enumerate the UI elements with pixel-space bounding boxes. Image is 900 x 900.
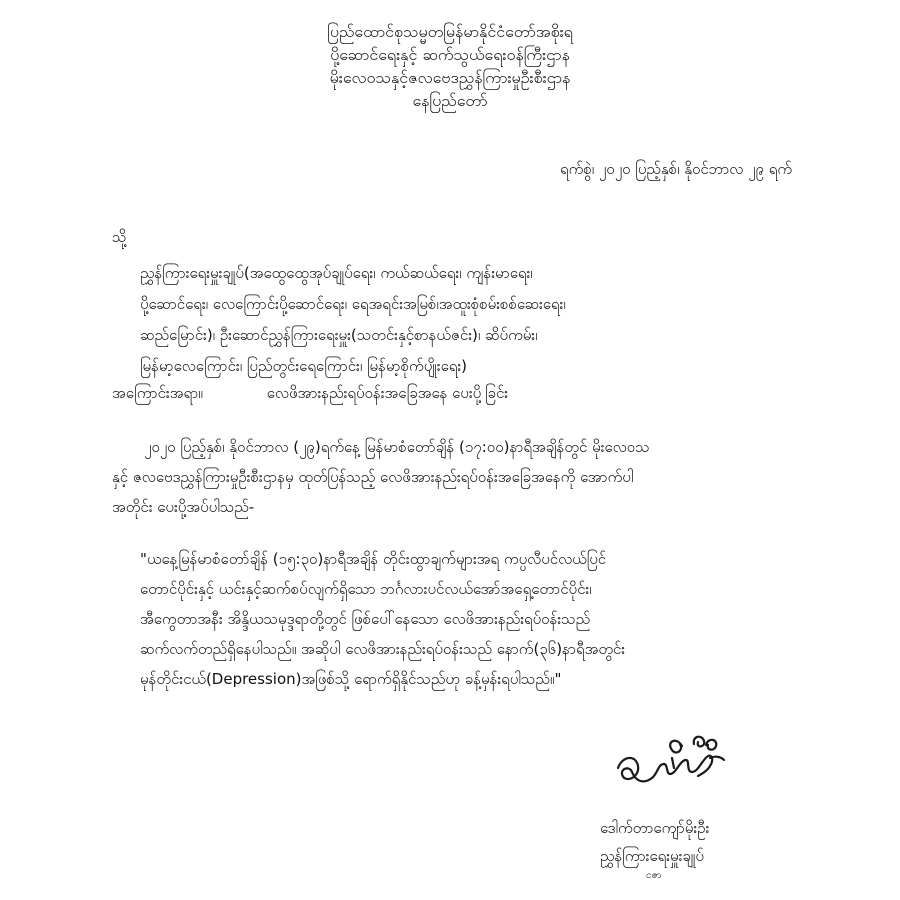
subject-text: လေဖိအားနည်းရပ်ဝန်းအခြေအနေ ပေးပို့ခြင်း <box>266 384 509 402</box>
handwritten-signature <box>612 728 732 800</box>
recipient-line: ပို့ဆောင်ရေး၊ လေကြောင်းပို့ဆောင်ရေး၊ ရေအရင်းအမြစ်၊အထူးစုံစမ်းစစ်ဆေးရေး၊ <box>140 295 566 313</box>
typist-initial: ငဇာ <box>646 870 662 881</box>
recipient-line: ဆည်မြောင်း)၊ ဦးဆောင်ညွှန်ကြားရေးမှူး(သတင်းနှင့်စာနယ်ဇင်း)၊ ဆိပ်ကမ်း၊ <box>140 326 538 344</box>
recipients-block <box>140 258 820 382</box>
recipient-line: မြန်မာ့လေကြောင်း၊ ပြည်တွင်းရေကြောင်း၊ မြန်မာ့စိုက်ပျိုးရေး) <box>140 357 468 375</box>
letter-date: ရက်စွဲ၊ ၂၀၂၀ ပြည့်နှစ်၊ နိုဝင်ဘာလ ၂၉ ရက် <box>560 160 792 178</box>
quote-line: တောင်ပိုင်းနှင့် ယင်းနှင့်ဆက်စပ်လျက်ရှိသော ဘင်္ဂလားပင်လယ်အော်အရှေ့တောင်ပိုင်း၊ <box>140 580 592 598</box>
body-line: အတိုင်း ပေးပို့အပ်ပါသည်- <box>112 498 255 516</box>
recipient-line: ညွှန်ကြားရေးမှူးချုပ်(အထွေထွေအုပ်ချုပ်ရေး၊ ကယ်ဆယ်ရေး၊ ကျန်းမာရေး၊ <box>140 264 533 282</box>
body-line: နှင့် ဇလဗေဒညွှန်ကြားမှုဦးစီးဌာနမှ ထုတ်ပြန်သည့် လေဖိအားနည်းရပ်ဝန်းအခြေအနေကို အောက်ပါ <box>112 468 634 486</box>
signer-name: ဒေါက်တာကျော်မိုးဦး <box>600 819 710 837</box>
signer-block <box>600 814 820 870</box>
quote-line: မုန်တိုင်းငယ်(Depression)အဖြစ်သို့ ရောက်ရှိနိုင်သည်ဟု ခန့်မှန်းရပါသည်။" <box>140 670 562 688</box>
quote-line: အီကွေတာအနီး အိန္ဒိယသမုဒ္ဒရာတို့တွင် ဖြစ်ပေါ်နေသော လေဖိအားနည်းရပ်ဝန်းသည် <box>140 610 591 628</box>
quote-line: "ယနေ့မြန်မာစံတော်ချိန် (၁၅:၃၀)နာရီအချိန် တိုင်းထွာချက်များအရ ကပ္ပလီပင်လယ်ပြင် <box>140 550 607 568</box>
quoted-forecast <box>140 544 830 694</box>
subject-line <box>112 384 812 406</box>
header-city: နေပြည်တော် <box>412 91 488 110</box>
header-ministry: ပို့ဆောင်ရေးနှင့် ဆက်သွယ်ရေးဝန်ကြီးဌာန <box>330 45 570 64</box>
quote-line: ဆက်လက်တည်ရှိနေပါသည်။ အဆိုပါ လေဖိအားနည်းရပ်ဝန်းသည် နောက်(၃၆)နာရီအတွင်း <box>140 640 626 658</box>
signer-title: ညွှန်ကြားရေးမှူးချုပ် <box>600 847 704 865</box>
subject-label: အကြောင်းအရာ။ <box>112 384 203 402</box>
to-label: သို့ <box>112 228 127 246</box>
body-line: ၂၀၂၀ ပြည့်နှစ်၊ နိုဝင်ဘာလ (၂၉)ရက်နေ့ မြန်မာစံတော်ချိန် (၁၇:၀၀)နာရီအချိန်တွင် မိုးလေဝသ <box>144 438 650 456</box>
body-paragraph <box>112 432 832 522</box>
header-department: မိုးလေဝသနှင့်ဇလဗေဒညွှန်ကြားမှုဦးစီးဌာန <box>329 68 571 87</box>
header-government: ပြည်ထောင်စုသမ္မတမြန်မာနိုင်ငံတော်အစိုးရ <box>327 22 573 41</box>
letter-header <box>0 20 900 112</box>
